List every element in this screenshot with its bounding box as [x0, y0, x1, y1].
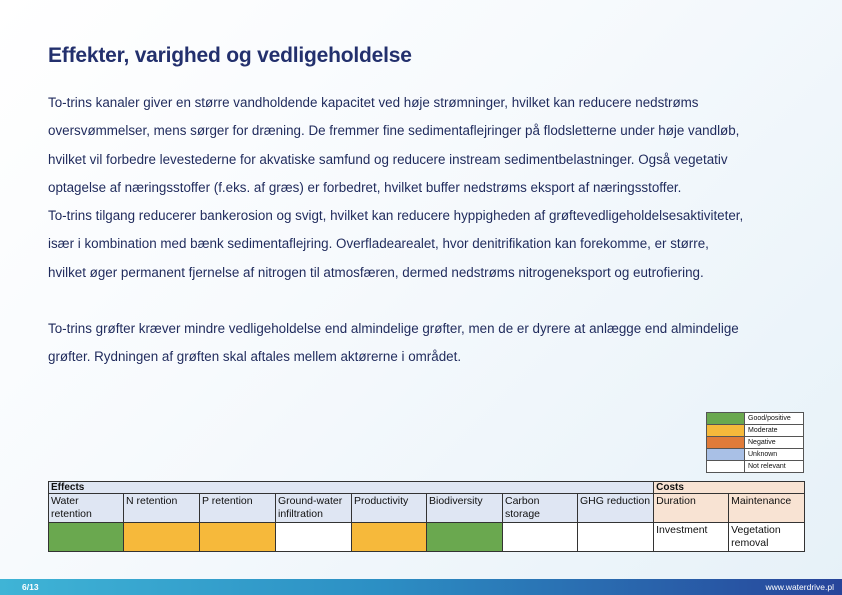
column-header-carbon-storage: Carbon storage — [503, 494, 578, 523]
paragraph-line: oversvømmelser, mens sørger for dræning. De fremmer fine sedimentaflejringer på flodsletterne under høje vandløb, — [48, 123, 740, 139]
paragraph-line: især i kombination med bænk sedimentaflejring. Overfladearealet, hvor denitrifikation kan forekomme, er større, — [48, 236, 709, 252]
column-header-groundwater-infiltration: Ground-water infiltration — [276, 494, 352, 523]
rating-cell-biodiversity — [427, 523, 503, 552]
legend-label: Negative — [745, 437, 804, 449]
paragraph-line: To-trins tilgang reducerer bankerosion og svigt, hvilket kan reducere hyppigheden af grøftevedligeholdelsesaktiviteter, — [48, 208, 744, 224]
legend-item — [707, 413, 804, 425]
page-number: 6/13 — [22, 582, 39, 592]
legend — [706, 412, 804, 473]
column-header-maintenance: Maintenance — [729, 494, 805, 523]
legend-item — [707, 425, 804, 437]
column-header-duration: Duration — [654, 494, 729, 523]
paragraph-line: To-trins grøfter kræver mindre vedligeholdelse end almindelige grøfter, men de er dyrere at anlægge end almindelige — [48, 321, 739, 337]
legend-item — [707, 437, 804, 449]
rating-cell-groundwater-infiltration — [276, 523, 352, 552]
costs-section-header: Costs — [654, 482, 805, 494]
legend-swatch — [707, 461, 745, 473]
website-url: www.waterdrive.pl — [765, 582, 834, 592]
column-header-productivity: Productivity — [352, 494, 427, 523]
paragraph-line: To-trins kanaler giver en større vandholdende kapacitet ved høje strømninger, hvilket kan reducere nedstrøms — [48, 95, 699, 110]
paragraph-line: optagelse af næringsstoffer (f.eks. af græs) er forbedret, hvilket buffer nedstrøms eksport af næringsstoffer. — [48, 179, 682, 195]
legend-label: Not relevant — [745, 461, 804, 473]
page-title: Effekter, varighed og vedligeholdelse — [48, 44, 412, 67]
legend-swatch — [707, 413, 745, 425]
column-header-water-retention: Water retention — [49, 494, 124, 523]
legend-swatch — [707, 449, 745, 461]
legend-swatch — [707, 425, 745, 437]
rating-cell-ghg-reduction — [578, 523, 654, 552]
effects-section-header: Effects — [49, 482, 654, 494]
legend-item — [707, 449, 804, 461]
legend-label: Moderate — [745, 425, 804, 437]
column-header-ghg-reduction: GHG reduction — [578, 494, 654, 523]
legend-label: Good/positive — [745, 413, 804, 425]
column-header-biodiversity: Biodiversity — [427, 494, 503, 523]
legend-swatch — [707, 437, 745, 449]
effects-table — [48, 481, 805, 552]
legend-label: Unknown — [745, 449, 804, 461]
cost-cell-duration: Investment — [654, 523, 729, 552]
rating-cell-n-retention — [124, 523, 200, 552]
paragraph-line: hvilket vil forbedre levestederne for akvatiske samfund og reducere instream sedimentbelastninger. Også vegetativ — [48, 151, 728, 167]
paragraph-line: hvilket øger permanent fjernelse af nitrogen til atmosfæren, dermed nedstrøms nitrogeneksport og eutrofiering. — [48, 264, 704, 280]
column-header-p-retention: P retention — [200, 494, 276, 523]
rating-cell-water-retention — [49, 523, 124, 552]
body-text — [48, 89, 808, 372]
rating-cell-p-retention — [200, 523, 276, 552]
rating-cell-productivity — [352, 523, 427, 552]
paragraph-line: grøfter. Rydningen af grøften skal aftales mellem aktørerne i området. — [48, 349, 462, 365]
rating-cell-carbon-storage — [503, 523, 578, 552]
cost-cell-maintenance: Vegetation removal — [729, 523, 805, 552]
legend-item — [707, 461, 804, 473]
footer-bar — [0, 579, 842, 595]
column-header-n-retention: N retention — [124, 494, 200, 523]
